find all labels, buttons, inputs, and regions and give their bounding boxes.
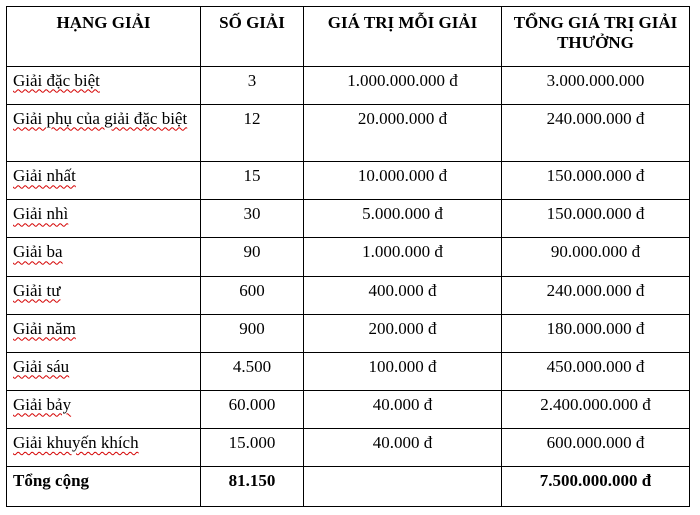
prize-count: 90 [201,238,304,276]
table-row [7,162,690,200]
prize-name: Giải ba [7,238,201,276]
prize-name: Giải đặc biệt [7,66,201,104]
header-row [7,7,690,67]
prize-count: 15 [201,162,304,200]
prize-name: Giải năm [7,314,201,352]
table-row [7,352,690,390]
header-total-value: TỔNG GIÁ TRỊ GIẢI THƯỞNG [502,7,690,67]
prize-count: 600 [201,276,304,314]
prize-total: 90.000.000 đ [502,238,690,276]
header-prize-rank: HẠNG GIẢI [7,7,201,67]
prize-count: 30 [201,200,304,238]
prize-value: 5.000.000 đ [304,200,502,238]
prize-count: 3 [201,66,304,104]
header-value-each: GIÁ TRỊ MỖI GIẢI [304,7,502,67]
prize-value: 20.000.000 đ [304,104,502,162]
prize-total: 240.000.000 đ [502,276,690,314]
prize-total: 2.400.000.000 đ [502,390,690,428]
prize-total: 450.000.000 đ [502,352,690,390]
prize-name: Giải tư [7,276,201,314]
prize-name: Giải nhì [7,200,201,238]
prize-name: Giải bảy [7,390,201,428]
table-row [7,238,690,276]
total-count: 81.150 [201,466,304,506]
prize-value: 400.000 đ [304,276,502,314]
prize-name: Giải phụ của giải đặc biệt [7,104,201,162]
prize-count: 900 [201,314,304,352]
prize-value: 100.000 đ [304,352,502,390]
prize-count: 4.500 [201,352,304,390]
prize-value: 1.000.000 đ [304,238,502,276]
prize-value: 10.000.000 đ [304,162,502,200]
prize-total: 3.000.000.000 [502,66,690,104]
total-row [7,466,690,506]
total-sum: 7.500.000.000 đ [502,466,690,506]
prize-name: Giải sáu [7,352,201,390]
prize-total: 240.000.000 đ [502,104,690,162]
total-value-each [304,466,502,506]
table-row [7,314,690,352]
prize-value: 1.000.000.000 đ [304,66,502,104]
prize-count: 60.000 [201,390,304,428]
prize-total: 600.000.000 đ [502,428,690,466]
prize-count: 12 [201,104,304,162]
prize-count: 15.000 [201,428,304,466]
table-row [7,66,690,104]
prize-total: 150.000.000 đ [502,200,690,238]
table-row [7,200,690,238]
prize-total: 150.000.000 đ [502,162,690,200]
prize-total: 180.000.000 đ [502,314,690,352]
total-label: Tổng cộng [7,466,201,506]
table-row [7,276,690,314]
prize-value: 40.000 đ [304,428,502,466]
table-row [7,390,690,428]
table-row [7,104,690,162]
prize-value: 40.000 đ [304,390,502,428]
prize-name: Giải nhất [7,162,201,200]
header-prize-count: SỐ GIẢI [201,7,304,67]
prize-value: 200.000 đ [304,314,502,352]
prize-table [6,6,690,507]
table-row [7,428,690,466]
prize-name: Giải khuyến khích [7,428,201,466]
